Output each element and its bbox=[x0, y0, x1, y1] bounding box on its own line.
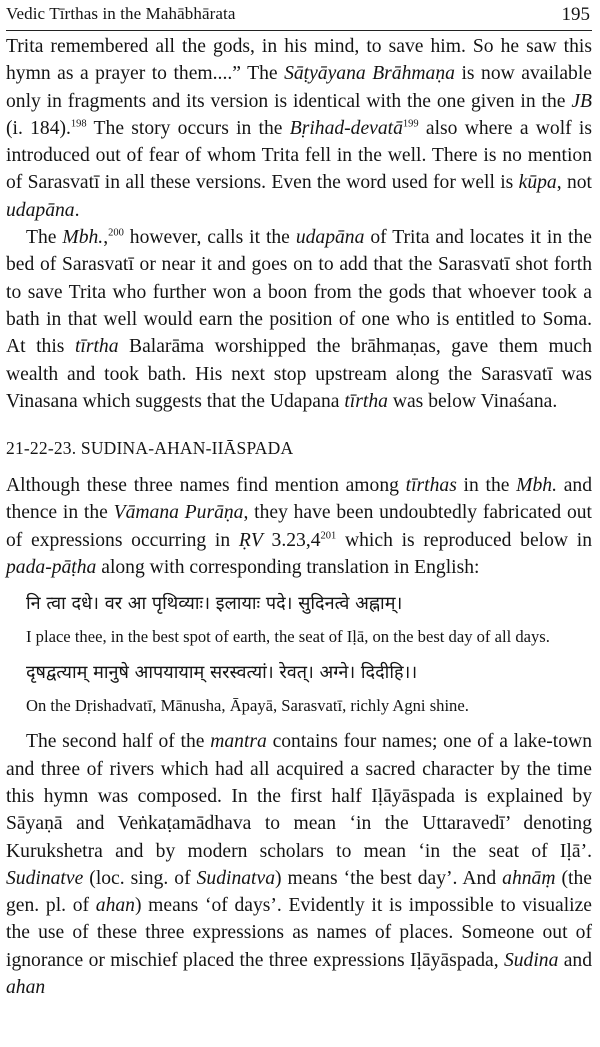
italic-term: ṚV bbox=[238, 529, 263, 551]
italic-term: Mbh. bbox=[516, 475, 557, 497]
text-run: . bbox=[74, 199, 80, 221]
italic-term: Sāṭyāyana Brāhmaṇa bbox=[284, 63, 455, 85]
text-run: (loc. sing. of bbox=[83, 867, 197, 889]
translation-1: I place thee, in the best spot of earth, the seat of Iḷā, on the best day of all days. bbox=[26, 627, 550, 647]
italic-term: ahan bbox=[95, 895, 135, 917]
italic-term: Bṛihad-devatā bbox=[289, 117, 403, 139]
running-title-text: Vedic Tīrthas in the Mahābhārata bbox=[6, 4, 236, 23]
paragraph-3 bbox=[6, 472, 592, 581]
footnote-ref: 198 bbox=[70, 118, 87, 130]
sanskrit-verse-2: दृषद्वत्याम् मानुषे आपयायाम् सरस्वत्यां। रेवत्। अग्ने। दिदीहि।। bbox=[26, 661, 418, 683]
italic-term: Mbh. bbox=[62, 227, 104, 249]
italic-term: Sudinatva bbox=[196, 867, 275, 889]
italic-term: mantra bbox=[210, 731, 267, 753]
text-run: , they have been undoubtedly fabricated out of expressions occurring in bbox=[6, 502, 592, 551]
text-run: Trita remembered all the gods, in his mind, to save him. So he saw this hymn as a prayer to them....” The bbox=[6, 36, 592, 85]
italic-term: udapāna bbox=[295, 227, 365, 249]
text-run: ) means ‘of days’. Evidently it is impossible to visualize the use of these three expressions as names of places. Someone out of ignorance or mischief placed the three expressions Iḷāyāspada, bbox=[6, 895, 592, 971]
section-heading: 21-22-23. SUDINA-AHAN-IIĀSPADA bbox=[6, 438, 294, 459]
italic-term: pada-pāṭha bbox=[6, 557, 97, 579]
text-run: Balarāma worshipped the brāhmaṇas, gave them much wealth and took bath. His next stop upstream along the Sarasvatī was Vinasana which suggests that the Udapana bbox=[6, 336, 592, 412]
text-run: however, calls it the bbox=[123, 227, 296, 249]
paragraph-2 bbox=[6, 224, 592, 415]
italic-term: ahnāṃ bbox=[502, 867, 556, 889]
text-run: of Trita and locates it in the bed of Sarasvatī or near it and goes on to add that the Sarasvatī shot forth to save Trita who further won a boon from the gods that whoever took a bath in that well would earn the position of one who is entitled to Soma. At this bbox=[6, 227, 592, 358]
footnote-ref: 199 bbox=[402, 118, 419, 130]
italic-term: kūpa bbox=[518, 172, 557, 194]
page-body bbox=[6, 33, 592, 1001]
text-run: The second half of the bbox=[26, 731, 211, 753]
italic-term: tīrtha bbox=[74, 336, 119, 358]
text-run: and thence in the bbox=[6, 475, 593, 524]
page-number: 195 bbox=[561, 4, 590, 25]
running-header bbox=[6, 2, 592, 31]
italic-term: Vāmana Purāṇa bbox=[113, 502, 244, 524]
sanskrit-verse-1: नि त्वा दधे। वर आ पृथिव्याः। इलायाः पदे। सुदिनत्वे अह्नाम्। bbox=[26, 593, 403, 615]
text-run: The story occurs in the bbox=[86, 117, 290, 139]
text-run: and bbox=[558, 949, 592, 971]
text-run: , bbox=[103, 227, 109, 249]
text-run: contains four names; one of a lake-town and three of rivers which had all acquired a sacred character by the time this hymn was composed. In the first half Iḷāyāspada is explained by Sāyaṇā and Veṅkaṭamādhava to mean ‘in the Uttaravedī’ denoting Kurukshetra and by modern scholars to mean ‘in the seat of Iḷā’. bbox=[6, 731, 592, 862]
italic-term: Sudina bbox=[503, 949, 559, 971]
italic-term: udapāna bbox=[6, 199, 75, 221]
text-run: also where a wolf is introduced out of fear of whom Trita fell in the well. There is no mention of Sarasvatī in all these versions. Even the word used for well is bbox=[6, 117, 592, 194]
text-run: 3.23,4 bbox=[262, 529, 321, 551]
text-run: ) means ‘the best day’. And bbox=[275, 867, 503, 889]
text-run: (the gen. pl. of bbox=[6, 867, 592, 917]
footnote-ref: 201 bbox=[320, 530, 337, 542]
italic-term: Sudinatve bbox=[6, 867, 84, 889]
paragraph-4 bbox=[6, 728, 592, 1001]
running-title bbox=[6, 4, 235, 24]
text-run: was below Vinaśana. bbox=[387, 390, 558, 412]
footnote-ref: 200 bbox=[108, 227, 124, 239]
italic-term: JB bbox=[571, 90, 592, 112]
paragraph-1 bbox=[6, 33, 592, 224]
text-run: is now available only in fragments and its version is identical with the one given in the bbox=[6, 63, 592, 112]
italic-term: ahan bbox=[6, 977, 46, 999]
italic-term: tīrtha bbox=[344, 390, 388, 412]
translation-2: On the Dṛishadvatī, Mānusha, Āpayā, Sarasvatī, richly Agni shine. bbox=[26, 695, 469, 715]
italic-term: tīrthas bbox=[405, 475, 457, 497]
text-run: Although these three names find mention among bbox=[6, 475, 406, 497]
text-run: , not bbox=[556, 172, 592, 194]
text-run: The bbox=[26, 227, 63, 249]
text-run: (i. 184). bbox=[6, 117, 71, 139]
text-run: in the bbox=[456, 475, 517, 497]
text-run: along with corresponding translation in English: bbox=[96, 557, 480, 579]
text-run: which is reproduced below in bbox=[336, 529, 593, 551]
